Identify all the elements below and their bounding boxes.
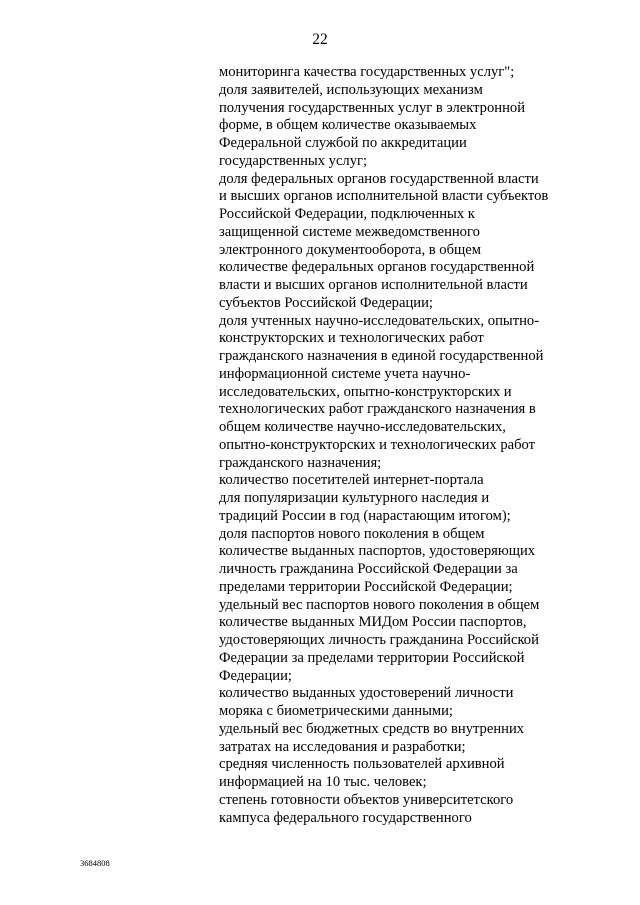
text-line: пределами территории Российской Федерации; [219,578,513,595]
text-line: опытно-конструкторских и технологических работ [219,436,536,453]
text-line: общем количестве научно-исследовательских, [219,419,506,435]
text-line: затратах на исследования и разработки; [219,738,466,755]
text-line: для популяризации культурного наследия и [219,490,490,506]
text-line: Федерации за пределами территории Российской [219,649,525,666]
text-line: защищенной системе межведомственного [219,223,480,240]
text-line: количество выданных удостоверений личности [219,685,514,702]
text-line: Федерации; [219,667,292,684]
text-line: и высших органов исполнительной власти субъектов [219,188,549,205]
text-line: традиций России в год (нарастающим итогом); [219,507,511,524]
body-text [219,64,579,827]
text-line: конструкторских и технологических работ [219,330,484,347]
text-line: Российской Федерации, подключенных к [219,206,475,222]
text-line: удостоверяющих личность гражданина Российской [219,632,539,648]
text-line: доля паспортов нового поколения в общем [219,525,485,542]
text-line: моряка с биометрическими данными; [219,703,453,719]
text-line: государственных услуг; [219,152,368,169]
text-line: субъектов Российской Федерации; [219,294,433,311]
text-line: степень готовности объектов университетского [219,791,514,808]
text-line: власти и высших органов исполнительной власти [219,277,528,293]
text-line: электронного документооборота, в общем [219,241,481,258]
text-line: Федеральной службой по аккредитации [219,135,467,151]
text-line: форме, в общем количестве оказываемых [219,117,477,134]
text-line: гражданского назначения в единой государственной [219,348,544,364]
text-line: доля федеральных органов государственной власти [219,170,539,187]
text-line: удельный вес паспортов нового поколения в общем [219,596,540,613]
text-line: информационной системе учета научно- [219,365,471,382]
text-line: доля заявителей, использующих механизм [219,81,483,98]
text-line: количестве выданных паспортов, удостоверяющих [219,543,536,560]
text-line: технологических работ гражданского назначения в [219,401,536,418]
text-line: мониторинга качества государственных услуг"; [219,64,515,80]
text-line: гражданского назначения; [219,454,382,471]
text-line: личность гражданина Российской Федерации за [219,561,518,577]
text-line: количестве федеральных органов государственной [219,259,535,276]
text-line: количество посетителей интернет-портала [219,472,484,489]
text-line: удельный вес бюджетных средств во внутренних [219,720,525,737]
text-line: количестве выданных МИДом России паспортов, [219,614,527,631]
text-line: средняя численность пользователей архивной [219,756,505,773]
text-line: информацией на 10 тыс. человек; [219,774,427,790]
text-line: кампуса федерального государственного [219,809,472,826]
text-line: получения государственных услуг в электронной [219,99,526,116]
page-number: 22 [312,31,328,48]
text-line: исследовательских, опытно-конструкторских и [219,383,512,400]
text-line: доля учтенных научно-исследовательских, опытно- [219,312,540,329]
document-code: 3684808 [80,858,110,868]
